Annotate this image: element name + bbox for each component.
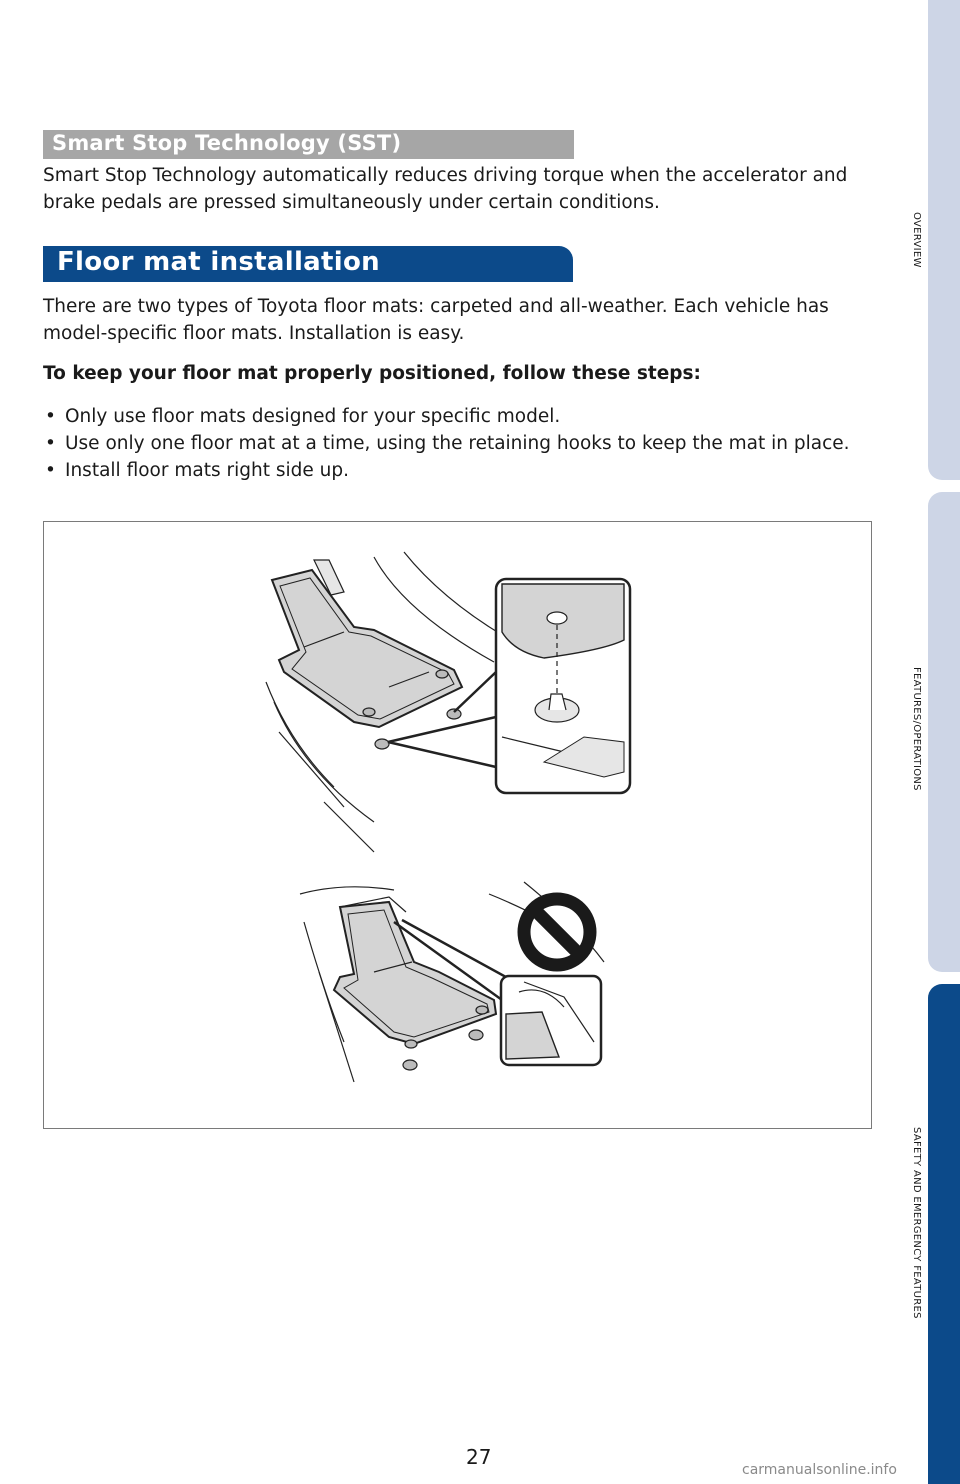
floor-mat-drawing: [44, 522, 873, 1130]
watermark: carmanualsonline.info: [742, 1462, 897, 1478]
floor-mat-lead: To keep your floor mat properly positioned, follow these steps:: [43, 363, 701, 384]
sst-body: Smart Stop Technology automatically reduces driving torque when the accelerator and brake pedals are pressed simultaneously under certain conditions.: [43, 165, 848, 213]
page-number: 27: [466, 1445, 492, 1469]
list-item: • Use only one floor mat at a time, using the retaining hooks to keep the mat in place.: [43, 430, 863, 457]
incorrect-install-drawing: [300, 882, 604, 1082]
list-item: • Only use floor mats designed for your specific model.: [43, 403, 863, 430]
floor-mat-heading: Floor mat installation: [57, 247, 380, 277]
sst-heading: Smart Stop Technology (SST): [52, 131, 402, 155]
tab-safety-label: SAFETY AND EMERGENCY FEATURES: [911, 1127, 922, 1319]
correct-install-drawing: [266, 552, 630, 852]
floor-mat-heading-bar: [43, 246, 573, 282]
floor-mat-illustration: [43, 521, 872, 1129]
floor-mat-steps: [43, 403, 863, 484]
tab-overview[interactable]: [928, 0, 960, 480]
floor-mat-intro: There are two types of Toyota floor mats: carpeted and all-weather. Each vehicle has model-specific floor mats. Installation is easy.: [43, 296, 829, 344]
sst-heading-bar: [43, 130, 574, 159]
list-item: • Install floor mats right side up.: [43, 457, 863, 484]
tab-overview-label: OVERVIEW: [911, 212, 922, 268]
tab-features-label: FEATURES/OPERATIONS: [911, 667, 922, 791]
tab-features-operations[interactable]: [928, 492, 960, 972]
tab-safety-emergency[interactable]: [928, 984, 960, 1484]
